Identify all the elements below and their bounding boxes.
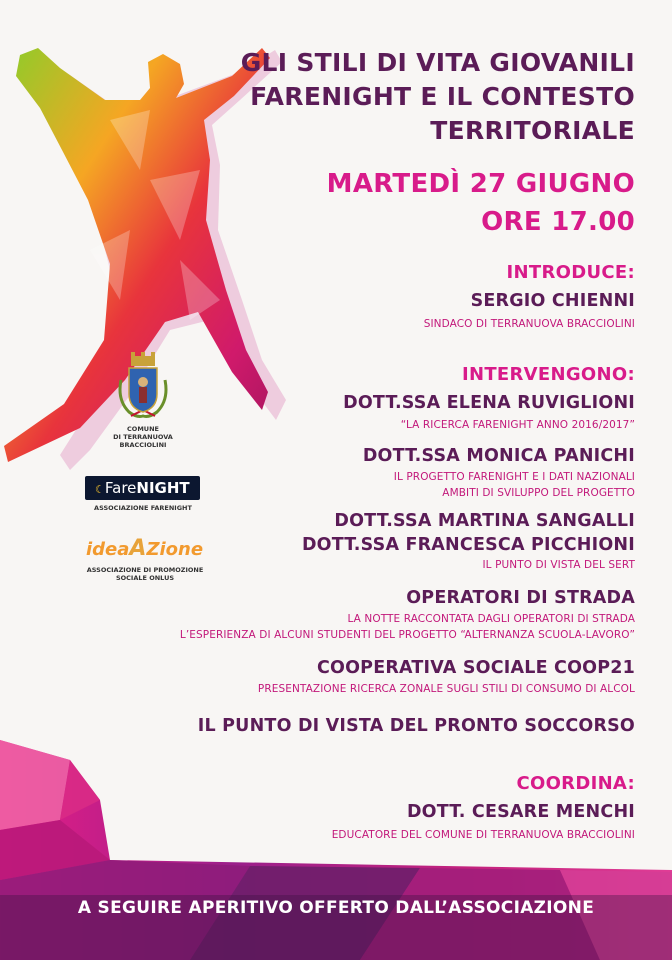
intervengono-heading: INTERVENGONO: [461,364,635,385]
speaker-name: COOPERATIVA SOCIALE COOP21 [316,658,635,678]
speaker-name: OPERATORI DI STRADA [406,588,635,608]
ideazione-caption [80,566,210,582]
event-title [241,46,635,148]
speaker-topic: L’ESPERIENZA DI ALCUNI STUDENTI DEL PROGETTO “ALTERNANZA SCUOLA-LAVORO” [179,629,635,641]
farenight-logo [85,476,200,500]
title-line-2: FARENIGHT E IL CONTESTO [250,82,635,111]
speaker-name: DOTT.SSA ELENA RUVIGLIONI [343,393,635,413]
introduce-name: SERGIO CHIENNI [470,291,635,311]
ideazione-logo: ideaAZione [86,536,204,561]
comune-caption-line: BRACCIOLINI [119,441,167,449]
speaker-name: DOTT.SSA MONICA PANICHI [362,446,635,466]
footer-text: A SEGUIRE APERITIVO OFFERTO DALL’ASSOCIAZIONE [77,898,595,918]
comune-caption-line: COMUNE [127,425,159,433]
speaker-name: DOTT.SSA FRANCESCA PICCHIONI [301,535,635,555]
moon-icon: ☾ [95,483,105,496]
farenight-caption: ASSOCIAZIONE FARENIGHT [94,504,192,512]
coordina-heading: COORDINA: [516,773,635,794]
title-line-1: GLI STILI DI VITA GIOVANILI [240,48,635,77]
event-date: MARTEDÌ 27 GIUGNO [326,169,635,199]
introduce-heading: INTRODUCE: [506,262,635,283]
speaker-name: DOTT.SSA MARTINA SANGALLI [334,511,635,531]
speaker-topic: IL PUNTO DI VISTA DEL SERT [482,559,635,571]
ideazione-caption-line: SOCIALE ONLUS [115,574,175,582]
ideazione-logo-z: Z [146,539,160,560]
coordina-name: DOTT. CESARE MENCHI [406,802,635,822]
speaker-topic: “LA RICERCA FARENIGHT ANNO 2016/2017” [400,419,635,431]
title-line-3: TERRITORIALE [430,116,635,145]
introduce-role: SINDACO DI TERRANUOVA BRACCIOLINI [423,318,635,330]
speaker-topic: AMBITI DI SVILUPPO DEL PROGETTO [442,487,635,499]
farenight-logo-night: NIGHT [136,479,190,497]
event-time: ORE 17.00 [481,207,635,237]
speaker-topic: LA NOTTE RACCONTATA DAGLI OPERATORI DI STRADA [347,613,635,625]
speaker-topic: IL PROGETTO FARENIGHT E I DATI NAZIONALI [393,471,635,483]
comune-caption [100,425,186,449]
speaker-topic: PRESENTAZIONE RICERCA ZONALE SUGLI STILI DI CONSUMO DI ALCOL [257,683,635,695]
comune-caption-line: DI TERRANUOVA [113,433,173,441]
coat-of-arms-icon [115,350,171,422]
ideazione-logo-ione: ione [159,539,204,560]
ideazione-caption-line: ASSOCIAZIONE DI PROMOZIONE [86,566,204,574]
farenight-logo-fare: Fare [104,479,137,497]
ideazione-logo-idea: idea [86,539,130,560]
coordina-role: EDUCATORE DEL COMUNE DI TERRANUOVA BRACCIOLINI [331,829,635,841]
speaker-name: IL PUNTO DI VISTA DEL PRONTO SOCCORSO [197,716,635,736]
